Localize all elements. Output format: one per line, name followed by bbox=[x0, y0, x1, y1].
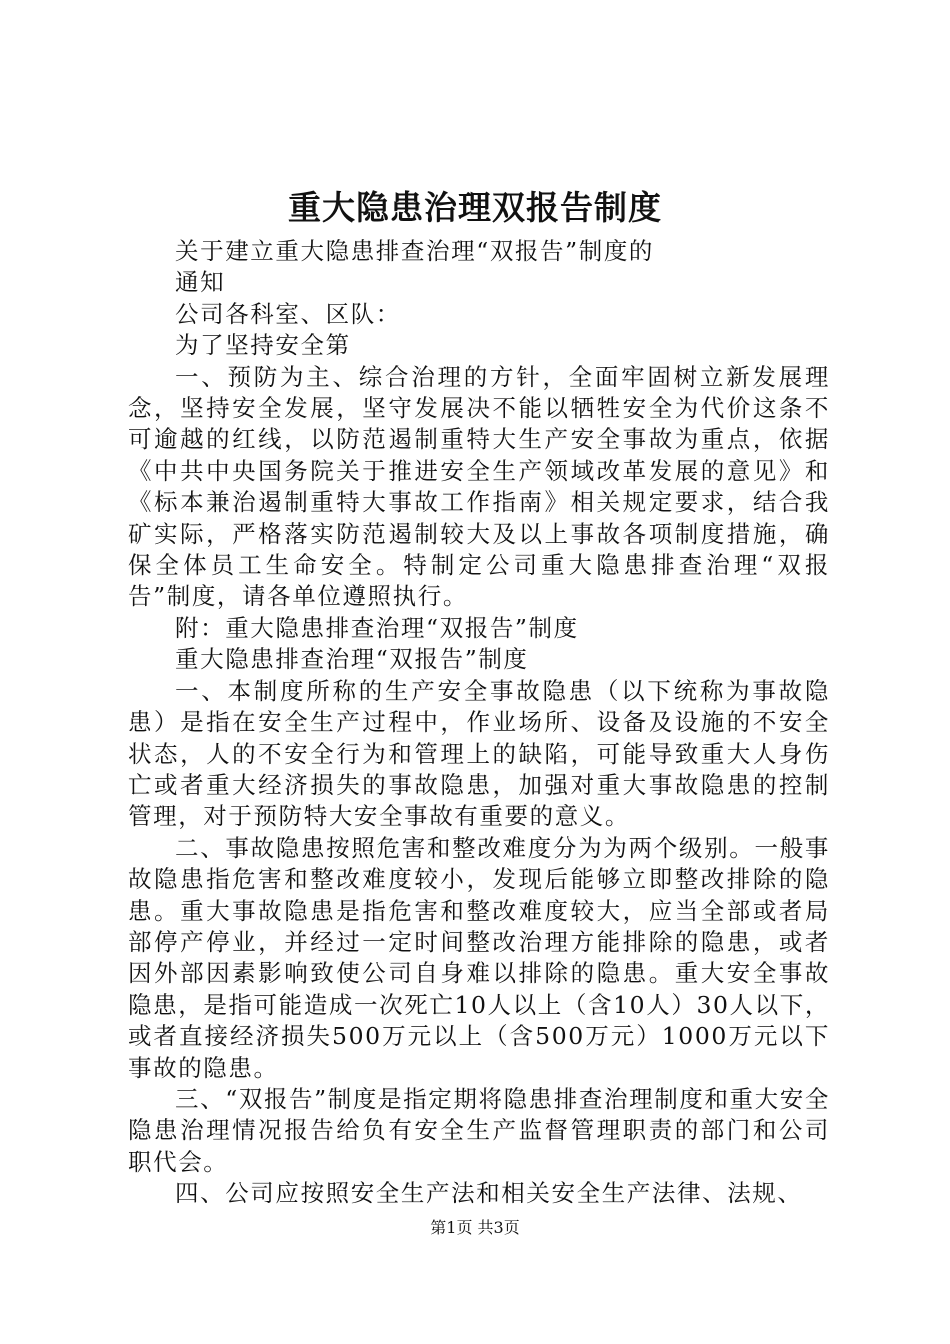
paragraph: 为了坚持安全第 bbox=[175, 331, 351, 360]
paragraph: 附：重大隐患排查治理“双报告”制度 bbox=[175, 613, 579, 642]
paragraph: 一、预防为主、综合治理的方针，全面牢固树立新发展理念，坚持安全发展，坚守发展决不能以牺牲安全为代价这条不可逾越的红线，以防范遏制重特大生产安全事故为重点，依据《中共中央国务院关于推进安全生产领域改革发展的意见》和《标本兼治遏制重特大事故工作指南》相关规定要求，结合我矿实际，严格落实防范遏制较大及以上事故各项制度措施，确保全体员工生命安全。特制定公司重大隐患排查治理“双报告”制度，请各单位遵照执行。 bbox=[128, 362, 830, 611]
paragraph: 二、事故隐患按照危害和整改难度分为为两个级别。一般事故隐患指危害和整改难度较小，发现后能够立即整改排除的隐患。重大事故隐患是指危害和整改难度较大，应当全部或者局部停产停业，并经过一定时间整改治理方能排除的隐患，或者因外部因素影响致使公司自身难以排除的隐患。重大安全事故隐患，是指可能造成一次死亡10人以上（含10人）30人以下，或者直接经济损失500万元以上（含500万元）1000万元以下事故的隐患。 bbox=[128, 833, 830, 1082]
paragraph: 通知 bbox=[175, 268, 226, 297]
paragraph: 四、公司应按照安全生产法和相关安全生产法律、法规、 bbox=[175, 1179, 803, 1208]
page-footer: 第1页 共3页 bbox=[430, 1218, 520, 1237]
paragraph: 关于建立重大隐患排查治理“双报告”制度的 bbox=[175, 237, 655, 265]
paragraph: 公司各科室、区队： bbox=[175, 299, 401, 328]
paragraph: 一、本制度所称的生产安全事故隐患（以下统称为事故隐患）是指在安全生产过程中，作业场所、设备及设施的不安全状态，人的不安全行为和管理上的缺陷，可能导致重大人身伤亡或者重大经济损失的事故隐患，加强对重大事故隐患的控制管理，对于预防特大安全事故有重要的意义。 bbox=[128, 676, 830, 831]
document-title: 重大隐患治理双报告制度 bbox=[288, 188, 662, 227]
paragraph: 重大隐患排查治理“双报告”制度 bbox=[175, 645, 529, 674]
paragraph: 三、“双报告”制度是指定期将隐患排查治理制度和重大安全隐患治理情况报告给负有安全生产监督管理职责的部门和公司职代会。 bbox=[128, 1084, 830, 1176]
document-body bbox=[128, 236, 830, 1210]
